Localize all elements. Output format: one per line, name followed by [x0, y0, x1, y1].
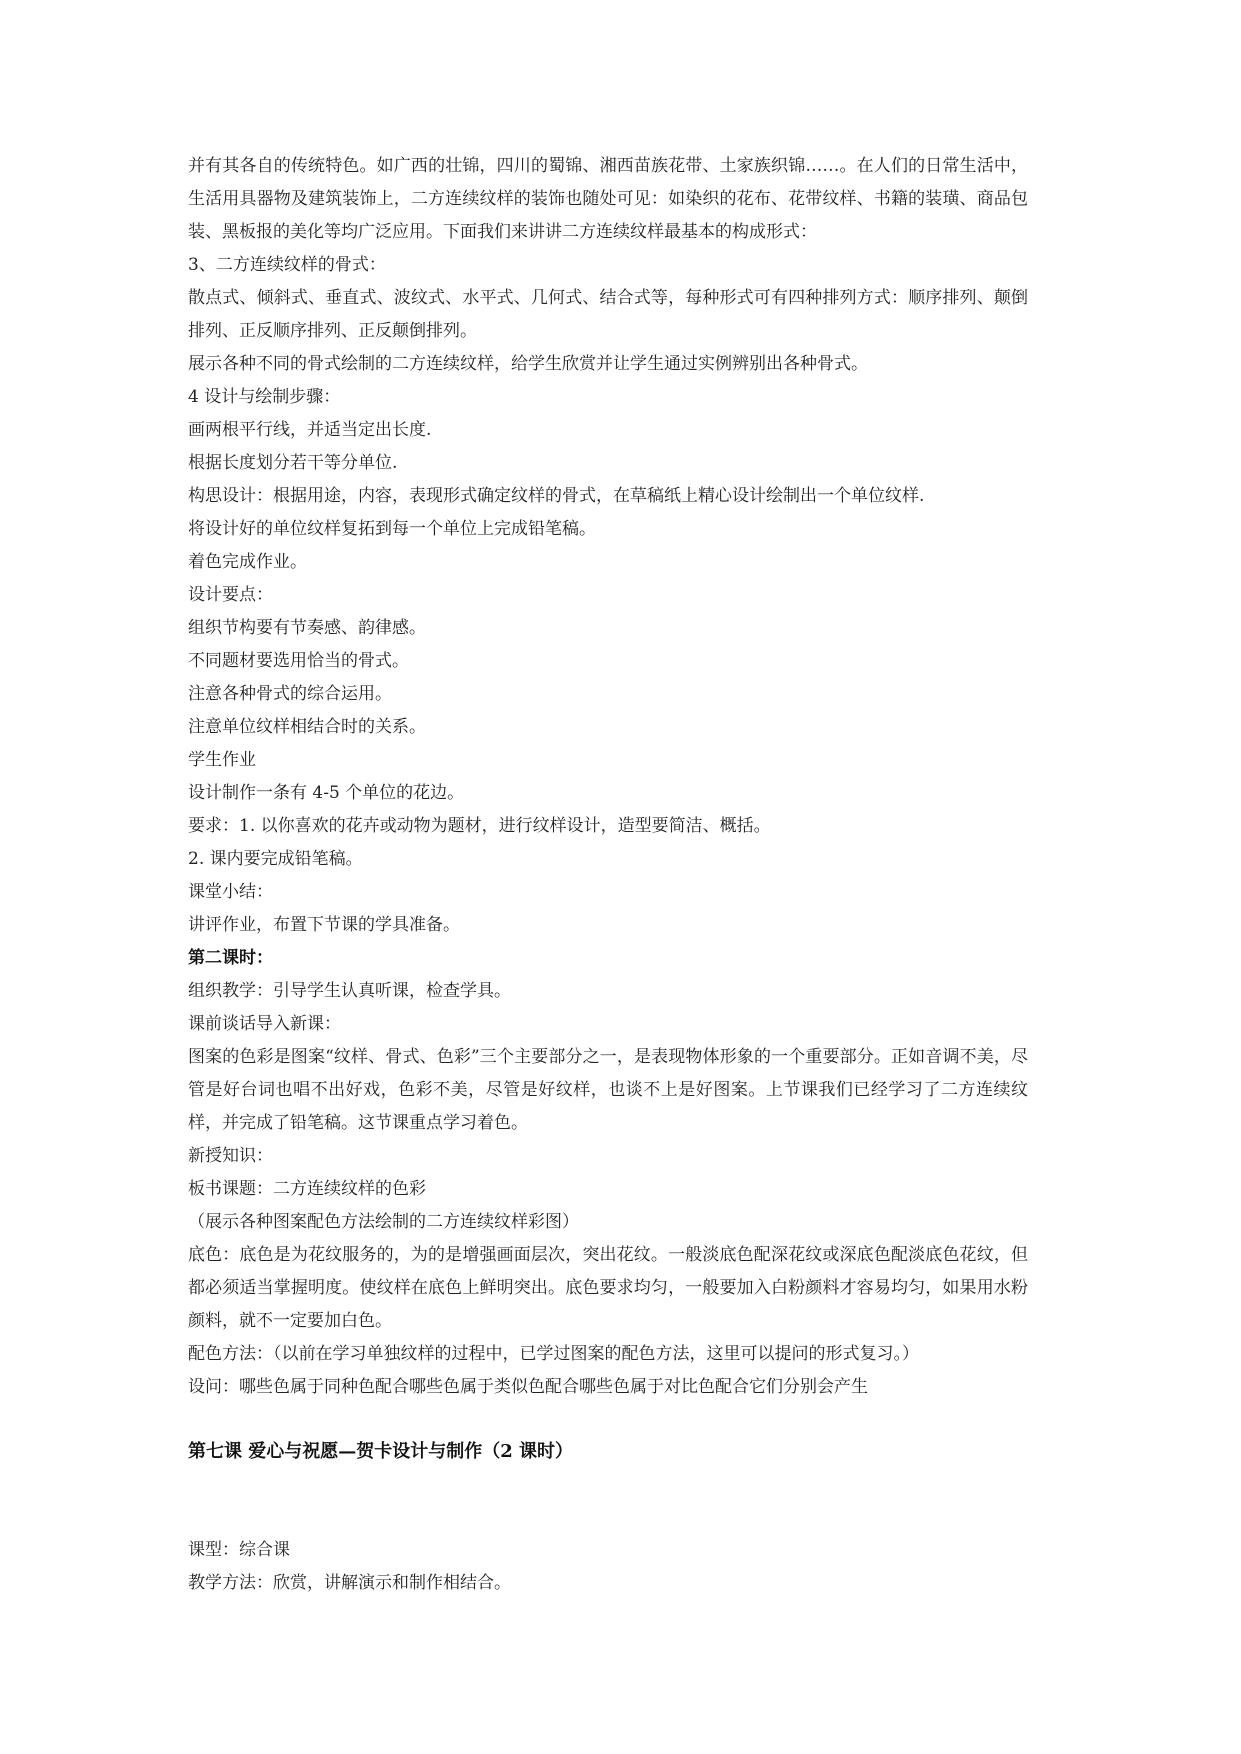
- spacer: [188, 1470, 1028, 1534]
- paragraph-show-examples: 展示各种不同的骨式绘制的二方连续纹样，给学生欣赏并让学生通过实例辨别出各种骨式。: [188, 354, 868, 374]
- point-unit-relation: 注意单位纹样相结合时的关系。: [188, 717, 426, 737]
- color-method: 配色方法：（以前在学习单独纹样的过程中，已学过图案的配色方法，这里可以提问的形式复习。）: [188, 1344, 919, 1364]
- point-rhythm: 组织节构要有节奏感、韵律感。: [188, 618, 426, 638]
- board-title: 板书课题：二方连续纹样的色彩: [188, 1179, 426, 1199]
- heading-skeleton: 3、二方连续纹样的骨式：: [188, 255, 386, 275]
- lesson-seven-title: 第七课 爱心与祝愿—贺卡设计与制作（2 课时）: [188, 1441, 574, 1462]
- point-combined-use: 注意各种骨式的综合运用。: [188, 684, 392, 704]
- lesson-type: 课型：综合课: [188, 1540, 290, 1560]
- work-description: 设计制作一条有 4-5 个单位的花边。: [188, 783, 465, 803]
- heading-intro-talk: 课前谈话导入新课：: [188, 1014, 341, 1034]
- organize-teaching: 组织教学：引导学生认真听课，检查学具。: [188, 981, 511, 1001]
- heading-design-steps: 4 设计与绘制步骤：: [188, 387, 341, 407]
- heading-student-work: 学生作业: [188, 750, 256, 770]
- work-requirement-2: 2. 课内要完成铅笔稿。: [188, 849, 363, 869]
- paragraph-color-intro: 图案的色彩是图案“纹样、骨式、色彩”三个主要部分之一，是表现物体形象的一个重要部分。正如音调不美，尽管是好台词也唱不出好戏，色彩不美，尽管是好纹样，也谈不上是好图案。上节课我们已经学习了二方连续纹样，并完成了铅笔稿。这节课重点学习着色。: [188, 1047, 1028, 1133]
- heading-second-lesson: 第二课时：: [188, 948, 273, 968]
- question-color-harmony: 设问：哪些色属于同种色配合哪些色属于类似色配合哪些色属于对比色配合它们分别会产生: [188, 1377, 868, 1397]
- work-requirement-1: 要求：1. 以你喜欢的花卉或动物为题材，进行纹样设计，造型要简洁、概括。: [188, 816, 771, 836]
- step-draw-lines: 画两根平行线，并适当定出长度.: [188, 420, 432, 440]
- step-coloring: 着色完成作业。: [188, 552, 307, 572]
- show-color-examples: （展示各种图案配色方法绘制的二方连续纹样彩图）: [188, 1212, 579, 1232]
- summary-text: 讲评作业，布置下节课的学具准备。: [188, 915, 460, 935]
- step-copy-units: 将设计好的单位纹样复拓到每一个单位上完成铅笔稿。: [188, 519, 596, 539]
- step-concept-design: 构思设计：根据用途，内容，表现形式确定纹样的骨式，在草稿纸上精心设计绘制出一个单位纹样.: [188, 486, 925, 506]
- paragraph-intro: 并有其各自的传统特色。如广西的壮锦，四川的蜀锦、湘西苗族花带、土家族织锦……。在人们的日常生活中，生活用具器物及建筑装饰上，二方连续纹样的装饰也随处可见：如染织的花布、花带纹样、书籍的装璜、商品包装、黑板报的美化等均广泛应用。下面我们来讲讲二方连续纹样最基本的构成形式：: [188, 156, 1028, 242]
- paragraph-skeleton-types: 散点式、倾斜式、垂直式、波纹式、水平式、几何式、结合式等，每种形式可有四种排列方式：顺序排列、颠倒排列、正反顺序排列、正反颠倒排列。: [188, 288, 1028, 341]
- document-page: [188, 150, 1028, 1600]
- heading-design-points: 设计要点：: [188, 585, 273, 605]
- step-divide-units: 根据长度划分若干等分单位.: [188, 453, 398, 473]
- teaching-method: 教学方法：欣赏，讲解演示和制作相结合。: [188, 1573, 511, 1593]
- heading-new-knowledge: 新授知识：: [188, 1146, 273, 1166]
- point-skeleton-choice: 不同题材要选用恰当的骨式。: [188, 651, 409, 671]
- heading-summary: 课堂小结：: [188, 882, 273, 902]
- paragraph-background-color: 底色：底色是为花纹服务的，为的是增强画面层次，突出花纹。一般淡底色配深花纹或深底色配淡底色花纹，但都必须适当掌握明度。使纹样在底色上鲜明突出。底色要求均匀，一般要加入白粉颜料才容易均匀，如果用水粉颜料，就不一定要加白色。: [188, 1245, 1028, 1331]
